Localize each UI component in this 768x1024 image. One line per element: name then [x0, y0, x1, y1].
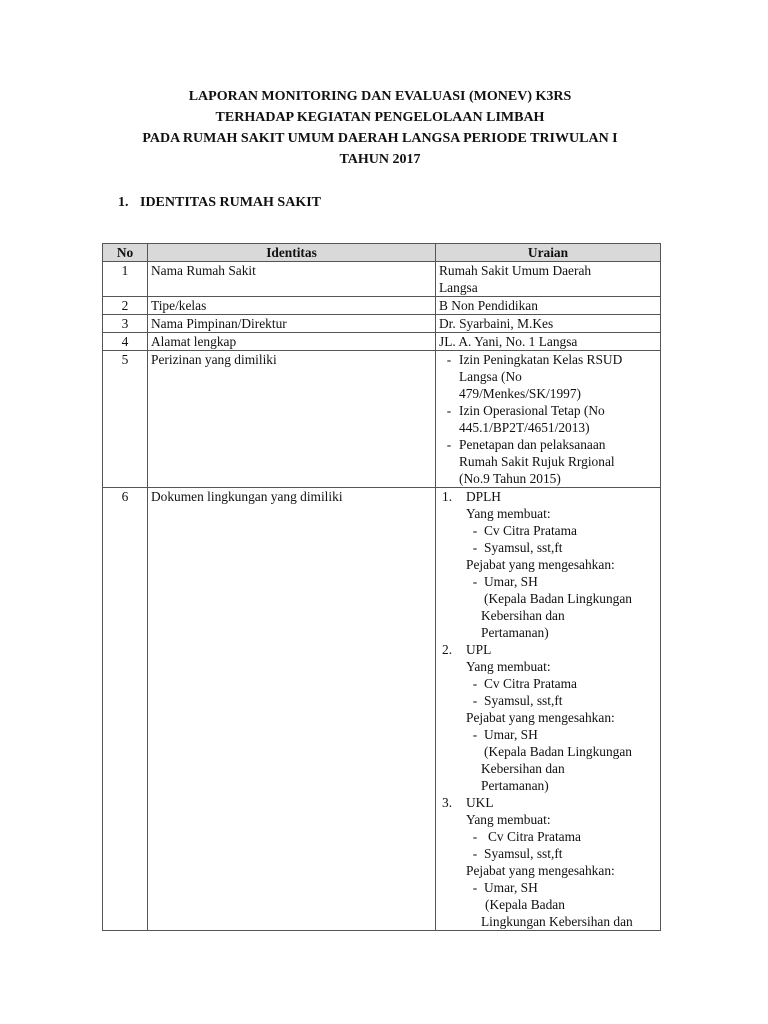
bullet-dash: -: [472, 846, 478, 861]
table-row: [103, 262, 661, 297]
title-line-2: TERHADAP KEGIATAN PENGELOLAAN LIMBAH: [215, 110, 545, 125]
maker-label: Yang membuat:: [466, 812, 551, 827]
row-uraian: B Non Pendidikan: [436, 297, 661, 315]
row-no: 2: [103, 297, 148, 315]
permit-line: Penetapan dan pelaksanaan: [459, 437, 606, 452]
row-identitas: Dokumen lingkungan yang dimiliki: [148, 488, 436, 931]
section-heading: [118, 195, 321, 211]
permit-line: Rumah Sakit Rujuk Rrgional: [459, 454, 615, 469]
doc-number: 3.: [442, 795, 453, 810]
bullet-dash: -: [472, 540, 478, 555]
bullet-dash: -: [472, 523, 478, 538]
permit-line: Izin Operasional Tetap (No: [459, 403, 605, 418]
maker-name: Syamsul, sst,ft: [484, 693, 563, 708]
row-identitas: Nama Pimpinan/Direktur: [148, 315, 436, 333]
approver-title-line: (Kepala Badan Lingkungan: [484, 744, 632, 759]
section-number: 1.: [118, 195, 129, 210]
bullet-dash: -: [446, 352, 452, 367]
maker-name: Cv Citra Pratama: [484, 676, 577, 691]
row-no: 6: [103, 488, 148, 931]
title-line-1: LAPORAN MONITORING DAN EVALUASI (MONEV) K3RS: [188, 89, 572, 104]
doc-details: [439, 811, 657, 896]
maker-label: Yang membuat:: [466, 506, 551, 521]
uraian-line: Rumah Sakit Umum Daerah: [439, 263, 592, 278]
approver-name: Umar, SH: [484, 727, 538, 742]
approver-title-line: Pertamanan): [481, 625, 549, 640]
header-no: No: [103, 244, 148, 262]
bullet-dash: -: [472, 727, 478, 742]
bullet-dash: -: [472, 574, 478, 589]
doc-name: UPL: [466, 642, 492, 657]
row-identitas: Nama Rumah Sakit: [148, 262, 436, 297]
row-uraian: [436, 262, 661, 297]
uraian-line: Langsa: [439, 280, 478, 295]
approver-label: Pejabat yang mengesahkan:: [466, 710, 615, 725]
row-no: 3: [103, 315, 148, 333]
header-identitas: Identitas: [148, 244, 436, 262]
row-no: 4: [103, 333, 148, 351]
approver-title: [439, 590, 657, 641]
permit-item: [439, 436, 657, 487]
row-uraian: [436, 351, 661, 488]
row-identitas: Alamat lengkap: [148, 333, 436, 351]
identity-table: [102, 243, 661, 931]
section-title: IDENTITAS RUMAH SAKIT: [140, 195, 321, 210]
title-line-3: PADA RUMAH SAKIT UMUM DAERAH LANGSA PERIODE TRIWULAN I: [142, 131, 618, 146]
approver-title: [439, 896, 657, 930]
bullet-dash: -: [446, 437, 452, 452]
doc-name: DPLH: [466, 489, 501, 504]
approver-title-line: (Kepala Badan Lingkungan: [484, 591, 632, 606]
row-no: 1: [103, 262, 148, 297]
approver-title-line: Kebersihan dan: [481, 761, 565, 776]
row-uraian: JL. A. Yani, No. 1 Langsa: [436, 333, 661, 351]
document-item: [439, 488, 657, 505]
bullet-dash: -: [472, 829, 478, 844]
row-uraian: Dr. Syarbaini, M.Kes: [436, 315, 661, 333]
approver-title: [439, 743, 657, 794]
maker-name: Syamsul, sst,ft: [484, 540, 563, 555]
maker-name: Syamsul, sst,ft: [484, 846, 563, 861]
doc-details: [439, 658, 657, 743]
maker-label: Yang membuat:: [466, 659, 551, 674]
permit-item: [439, 351, 657, 402]
bullet-dash: -: [472, 880, 478, 895]
table-row: [103, 333, 661, 351]
permit-line: (No.9 Tahun 2015): [459, 471, 561, 486]
row-identitas: Perizinan yang dimiliki: [148, 351, 436, 488]
doc-number: 2.: [442, 642, 453, 657]
permit-item: [439, 402, 657, 436]
maker-name: Cv Citra Pratama: [484, 523, 577, 538]
permit-line: Izin Peningkatan Kelas RSUD: [459, 352, 623, 367]
header-uraian: Uraian: [436, 244, 661, 262]
maker-name: Cv Citra Pratama: [488, 829, 581, 844]
doc-name: UKL: [466, 795, 494, 810]
document-item: [439, 641, 657, 658]
approver-title-line: (Kepala Badan: [485, 897, 565, 912]
document-title: [100, 86, 660, 170]
doc-number: 1.: [442, 489, 453, 504]
row-uraian: [436, 488, 661, 931]
approver-name: Umar, SH: [484, 880, 538, 895]
approver-label: Pejabat yang mengesahkan:: [466, 863, 615, 878]
permit-line: 479/Menkes/SK/1997): [459, 386, 581, 401]
table-row: [103, 315, 661, 333]
approver-title-line: Lingkungan Kebersihan dan: [481, 914, 633, 929]
row-identitas: Tipe/kelas: [148, 297, 436, 315]
permit-line: 445.1/BP2T/4651/2013): [459, 420, 590, 435]
bullet-dash: -: [446, 403, 452, 418]
title-line-4: TAHUN 2017: [339, 152, 421, 167]
table-row: [103, 351, 661, 488]
permit-line: Langsa (No: [459, 369, 522, 384]
approver-title-line: Pertamanan): [481, 778, 549, 793]
table-row: [103, 297, 661, 315]
document-item: [439, 794, 657, 811]
bullet-dash: -: [472, 693, 478, 708]
approver-name: Umar, SH: [484, 574, 538, 589]
row-no: 5: [103, 351, 148, 488]
approver-label: Pejabat yang mengesahkan:: [466, 557, 615, 572]
approver-title-line: Kebersihan dan: [481, 608, 565, 623]
bullet-dash: -: [472, 676, 478, 691]
table-header-row: [103, 244, 661, 262]
doc-details: [439, 505, 657, 590]
table-row: [103, 488, 661, 931]
